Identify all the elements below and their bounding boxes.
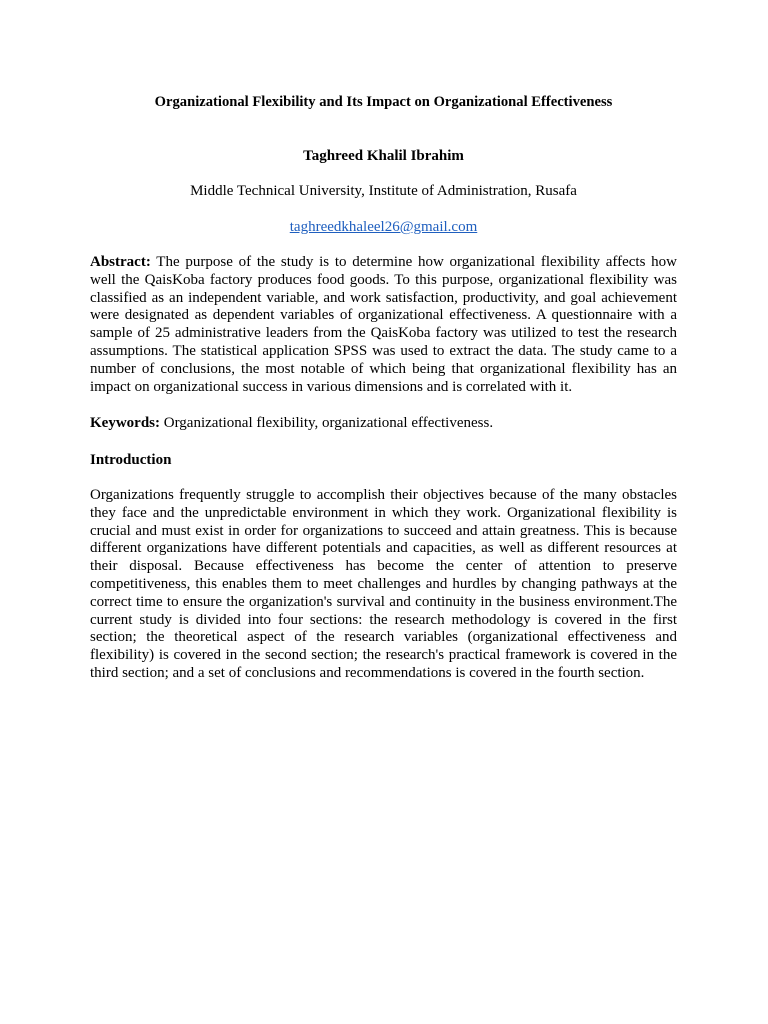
keywords-text: Organizational flexibility, organizational effectiveness. [163, 415, 494, 431]
author-name: Taghreed Khalil Ibrahim [303, 148, 464, 164]
email-link[interactable]: taghreedkhaleel26@gmail.com [289, 219, 478, 235]
abstract-paragraph [90, 254, 677, 396]
introduction-paragraph: Organizations frequently struggle to accomplish their objectives because of the many obstacles they face and the unpredictable environment in which they work. Organizational flexibility is crucial and must exist in order for organizations to succeed and attain greatness. This is because different organizations have different potentials and capacities, as well as different resources at their disposal. Because effectiveness has become the center of attention to preserve competitiveness, this enables them to meet challenges and hurdles by changing pathways at the correct time to ensure the organization's survival and continuity in the business environment.The current study is divided into four sections: the research methodology is covered in the first section; the theoretical aspect of the research variables (organizational effectiveness and flexibility) is covered in the second section; the research's practical framework is covered in the third section; and a set of conclusions and recommendations is covered in the fourth section. [90, 487, 677, 681]
keywords-label: Keywords: [90, 415, 160, 431]
abstract-text: The purpose of the study is to determine how organizational flexibility affects how well the QaisKoba factory produces food goods. To this purpose, organizational flexibility was classified as an independent variable, and work satisfaction, productivity, and goal achievement were designated as dependent variables of organizational effectiveness. A questionnaire with a sample of 25 administrative leaders from the QaisKoba factory was utilized to test the research assumptions. The statistical application SPSS was used to extract the data. The study came to a number of conclusions, the most notable of which being that organizational flexibility has an impact on organizational success in various dimensions and is correlated with it. [90, 254, 677, 395]
author-affiliation: Middle Technical University, Institute of Administration, Rusafa [190, 183, 577, 199]
introduction-heading: Introduction [90, 452, 172, 468]
paper-title: Organizational Flexibility and Its Impact on Organizational Effectiveness [154, 94, 613, 110]
author-email [90, 218, 677, 236]
abstract-label: Abstract: [90, 254, 151, 270]
keywords-paragraph [90, 415, 677, 433]
